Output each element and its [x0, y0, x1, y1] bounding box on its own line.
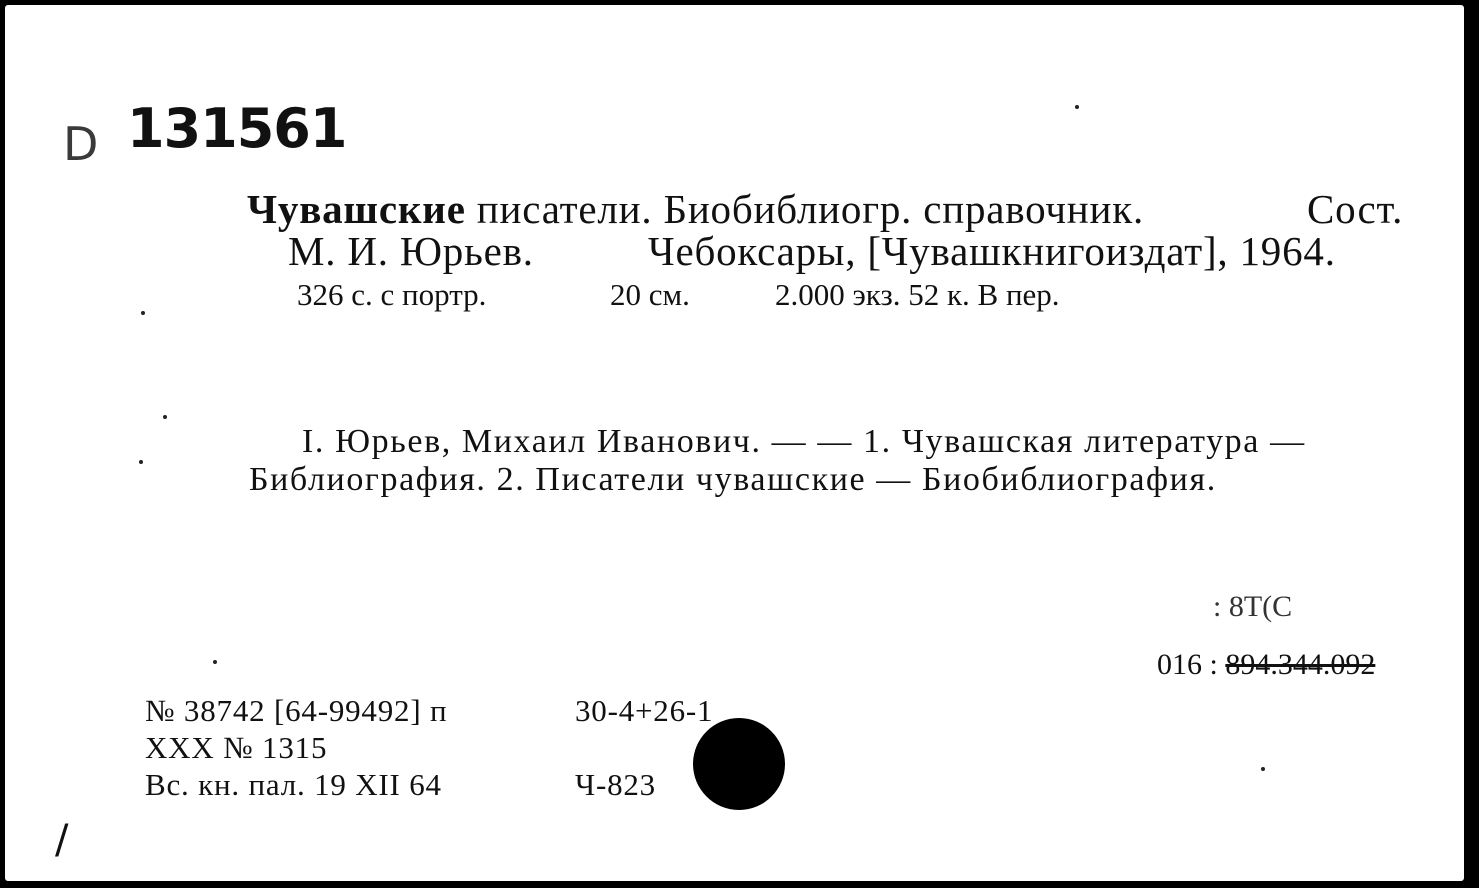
letter-mark: D	[63, 117, 97, 171]
classification-crossed: 894.344.092	[1225, 648, 1376, 681]
title-rest: писатели. Биобиблиогр. справочник.	[465, 186, 1145, 232]
compiler-label: Сост.	[1307, 186, 1404, 232]
speck	[139, 460, 143, 464]
title-bold: Чувашские	[247, 186, 466, 232]
speck	[213, 660, 217, 664]
speck	[1075, 105, 1079, 109]
catalog-card	[5, 5, 1464, 881]
compiler-name: М. И. Юрьев.	[288, 228, 534, 274]
subject-heading-1: I. Юрьев, Михаил Иванович. — — 1. Чувашская литература —	[302, 423, 1306, 460]
pages-info: 326 с. с портр.	[297, 277, 487, 312]
title-line	[247, 185, 1404, 233]
record-line-3: Вс. кн. пал. 19 XII 64	[145, 767, 442, 802]
publication-info: Чебоксары, [Чувашкнигоиздат], 1964.	[648, 228, 1336, 274]
speck	[163, 415, 167, 419]
punch-hole	[693, 718, 785, 810]
code-1: 30-4+26-1	[575, 693, 714, 728]
record-line-2: XXX № 1315	[145, 730, 328, 765]
handwritten-number: 131561	[127, 97, 347, 160]
record-line-1: № 38742 [64-99492] п	[145, 693, 448, 728]
classification-number	[1157, 648, 1375, 682]
size-info: 20 см.	[610, 277, 690, 312]
slash-mark: /	[55, 817, 69, 863]
speck	[1261, 767, 1265, 771]
imprint-line	[288, 227, 1336, 275]
speck	[141, 311, 145, 315]
price-info: 2.000 экз. 52 к. В пер.	[775, 277, 1060, 312]
faded-stamp: : 8Т(С	[1213, 590, 1293, 623]
code-2: Ч-823	[575, 767, 656, 802]
classification-prefix: 016 :	[1157, 648, 1226, 681]
subject-heading-2: Библиография. 2. Писатели чувашские — Биобиблиография.	[249, 461, 1217, 498]
